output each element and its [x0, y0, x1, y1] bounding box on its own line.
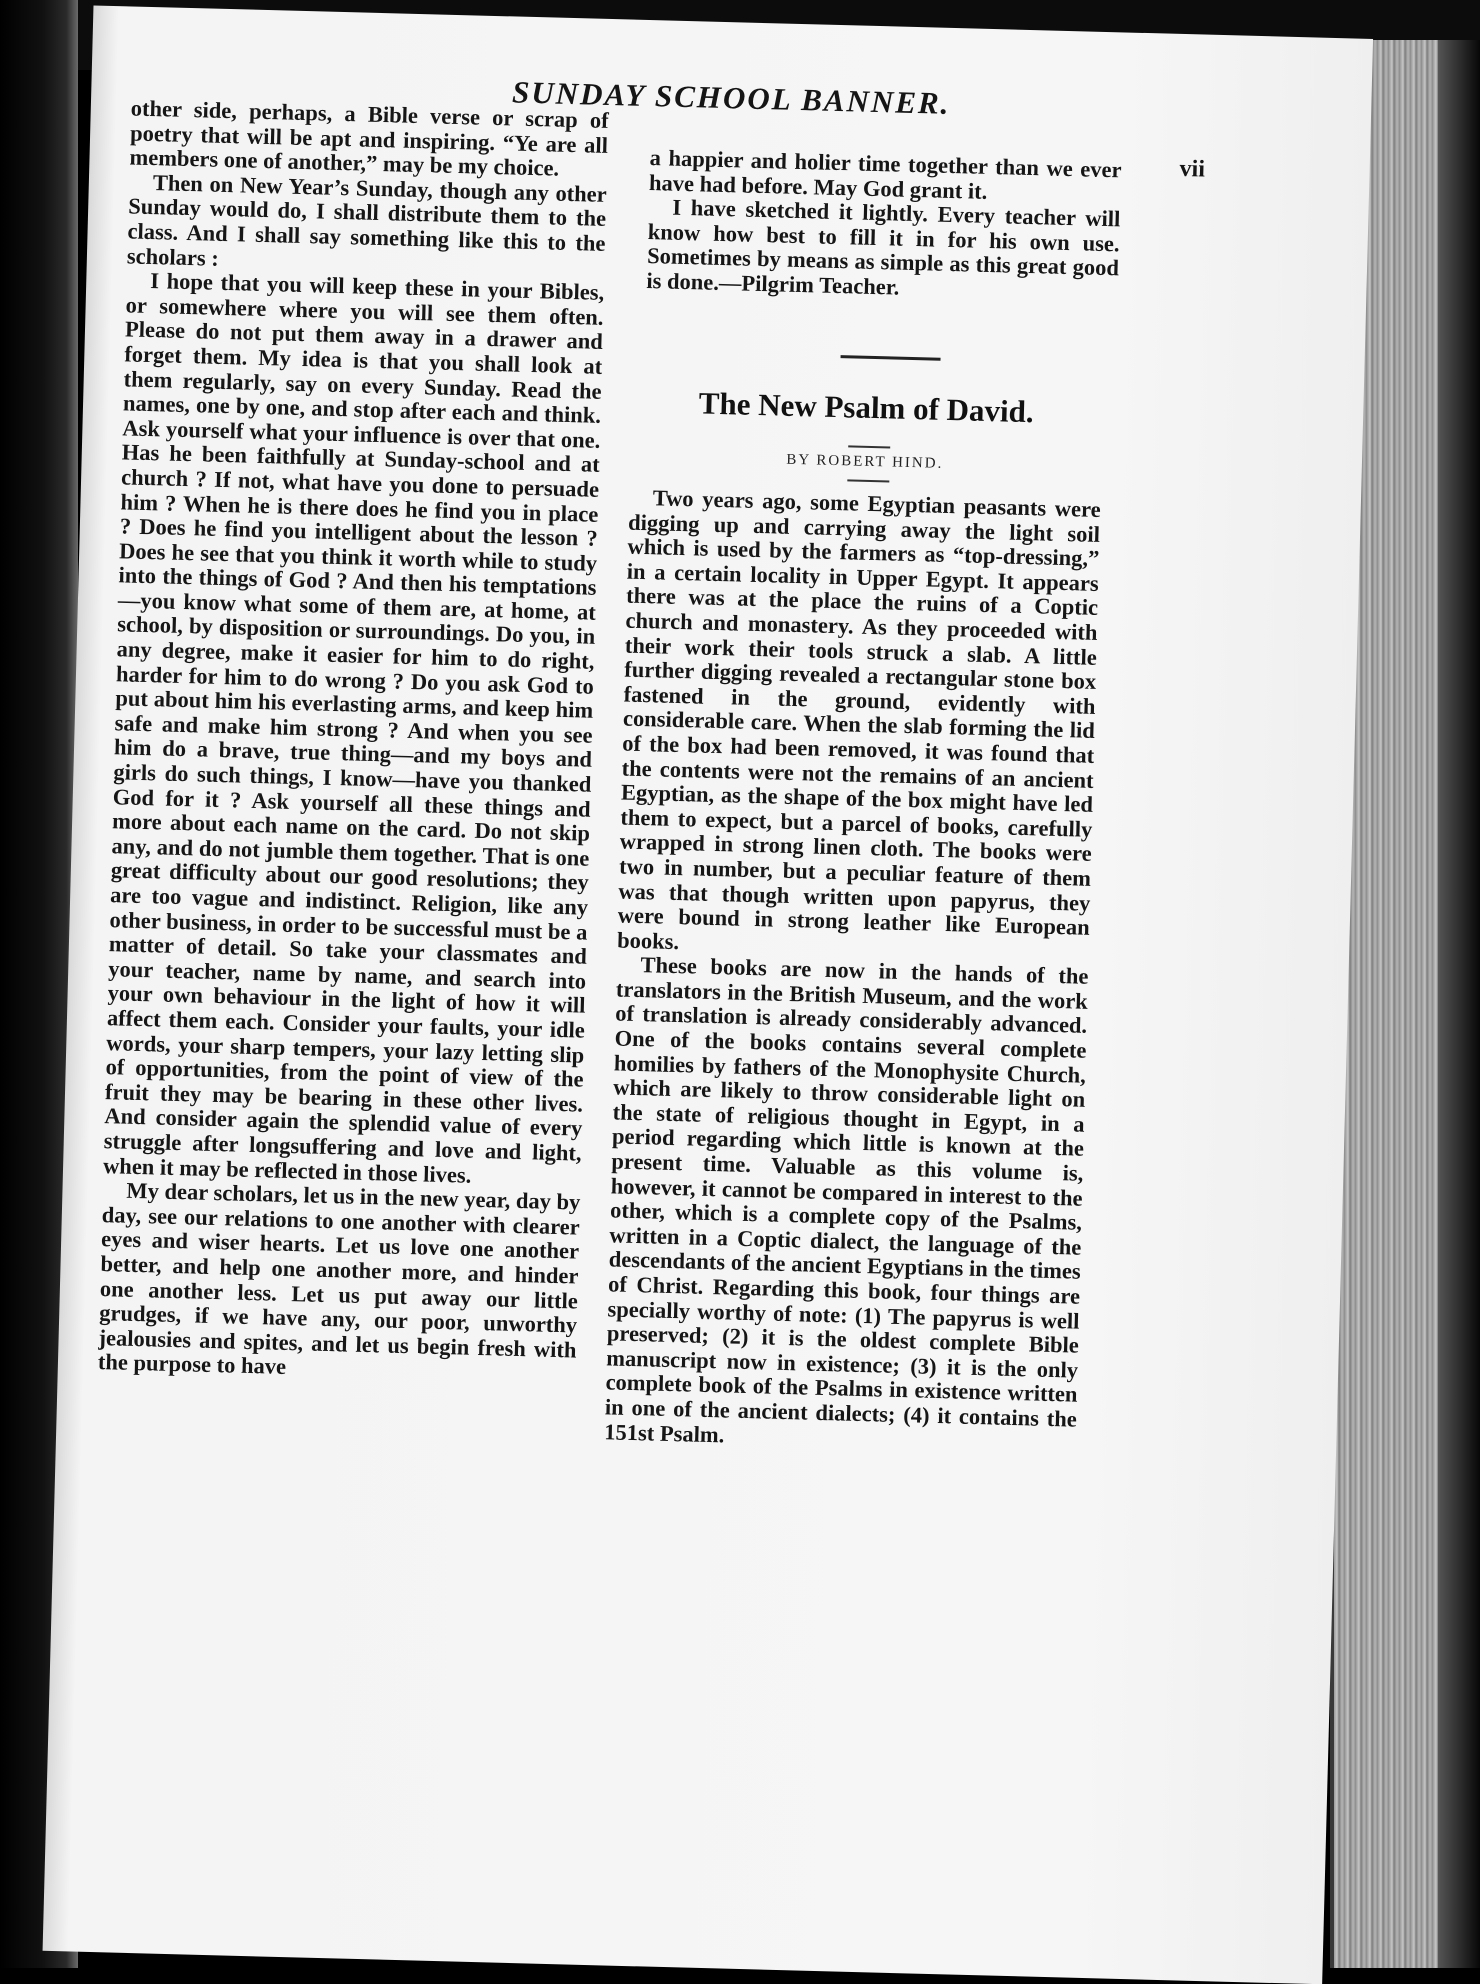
page-number: vii — [1179, 155, 1206, 183]
left-column — [98, 96, 609, 1387]
right-column-continuation — [646, 146, 1122, 306]
paragraph: other side, perhaps, a Bible verse or scrap of poetry that will be apt and inspiring. “Ye are all members one of another,” may be my choice. — [129, 95, 609, 181]
byline-rule-bottom — [847, 479, 889, 482]
paragraph: These books are now in the hands of the translators in the British Museum, and the work of translation is already considerably advanced. One of the books contains several complete homilies by fathers of the Monophysite Church, which are likely to throw considerable light on the state of religious thought in Egypt, in a period regarding which little is known at the present time. Valuable as this volume is, however, it cannot be compared in interest to the other, which is a complete copy of the Psalms, written in a Coptic dialect, the language of the descendants of the ancient Egyptians in the times of Christ. Regarding this book, four things are specially worthy of note: (1) The papyrus is well preserved; (2) it is the oldest complete Bible manuscript now in existence; (3) it is the only complete book of the Psalms in existence written in one of the ancient dialects; (4) it contains the 151st Psalm. — [604, 952, 1089, 1448]
paragraph: Then on New Year’s Sunday, though any other Sunday would do, I shall distribute them to the class. And I shall say something like this to the scholars : — [126, 169, 608, 271]
paragraph: My dear scholars, let us in the new year, day by day, see our relations to one another with clearer eyes and wiser hearts. Let us love one another better, and help one another more, and hinder one another less. Let us put away our little grudges, if we have any, our poor, unworthy jealousies and spites, and let us begin fresh with the purpose to have — [97, 1177, 581, 1380]
section-divider — [841, 355, 941, 361]
byline-rule-top — [848, 445, 890, 448]
paragraph: I hope that you will keep these in your Bibles, or somewhere where you will see them often. Please do not put them away in a drawer and forget them. My idea is that you shall look at them regularly, say on every Sunday. Read the names, one by one, and stop after each and think. Ask yourself what your influence is over that one. Has he been faithfully at Sunday-school and at church ? If not, what have you done to persuade him ? When he is there does he find you in place ? Does he find you intelligent about the lesson ? Does he see that you think it worth while to study into the things of God ? And then his temptations—you know what some of them are, at home, at school, by disposition or surroundings. Do you, in any degree, make it easier for him to do right, harder for him to do wrong ? Do you ask God to put about him his everlasting arms, and keep him safe and make him strong ? And when you see him do a brave, true thing—and my boys and girls do such things, I know—have you thanked God for it ? Ask yourself all these things and more about each name on the card. Do not skip any, and do not jumble them together. That is one great difficulty about our good resolutions; they are too vague and indistinct. Religion, like any other business, in order to be successful must be a matter of detail. So take your classmates and your teacher, name by name, and search into your own behaviour in the light of how it will affect them each. Consider your faults, your idle words, your sharp tempers, your lazy letting slip of opportunities, from the point of view of the fruit they may be bearing in these other lives. And consider again the splendid value of every struggle after longsuffering and love and light, when it may be reflected in those lives. — [102, 268, 605, 1188]
article-byline: BY ROBERT HIND. — [786, 451, 944, 472]
paragraph: Two years ago, some Egyptian peasants were digging up and carrying away the light soil which is used by the farmers as “top-dressing,” in a certain locality in Upper Egypt. It appears there was at the place the ruins of a Coptic church and monastery. As they proceeded with their work their tools struck a slab. A little further digging revealed a rectangular stone box fastened in the ground, evidently with considerable care. When the slab forming the lid of the box had been removed, it was found that the contents were not the remains of an ancient Egyptian, as the shape of the box might have led them to expect, but a parcel of books, carefully wrapped in strong linen cloth. The books were two in number, but a peculiar feature of them was that though written upon papyrus, they were bound in strong leather like European books. — [616, 485, 1101, 954]
running-head: SUNDAY SCHOOL BANNER. — [511, 74, 951, 121]
paragraph: a happier and holier time together than we ever have had before. May God grant it. — [648, 145, 1122, 204]
article-title: The New Psalm of David. — [698, 385, 1035, 430]
paragraph: I have sketched it lightly. Every teacher will know how best to fill it in for his own use. Sometimes by means as simple as this great good is done.—Pilgrim Teacher. — [646, 194, 1121, 300]
book-page — [43, 5, 1374, 1984]
article-body — [604, 486, 1101, 1457]
